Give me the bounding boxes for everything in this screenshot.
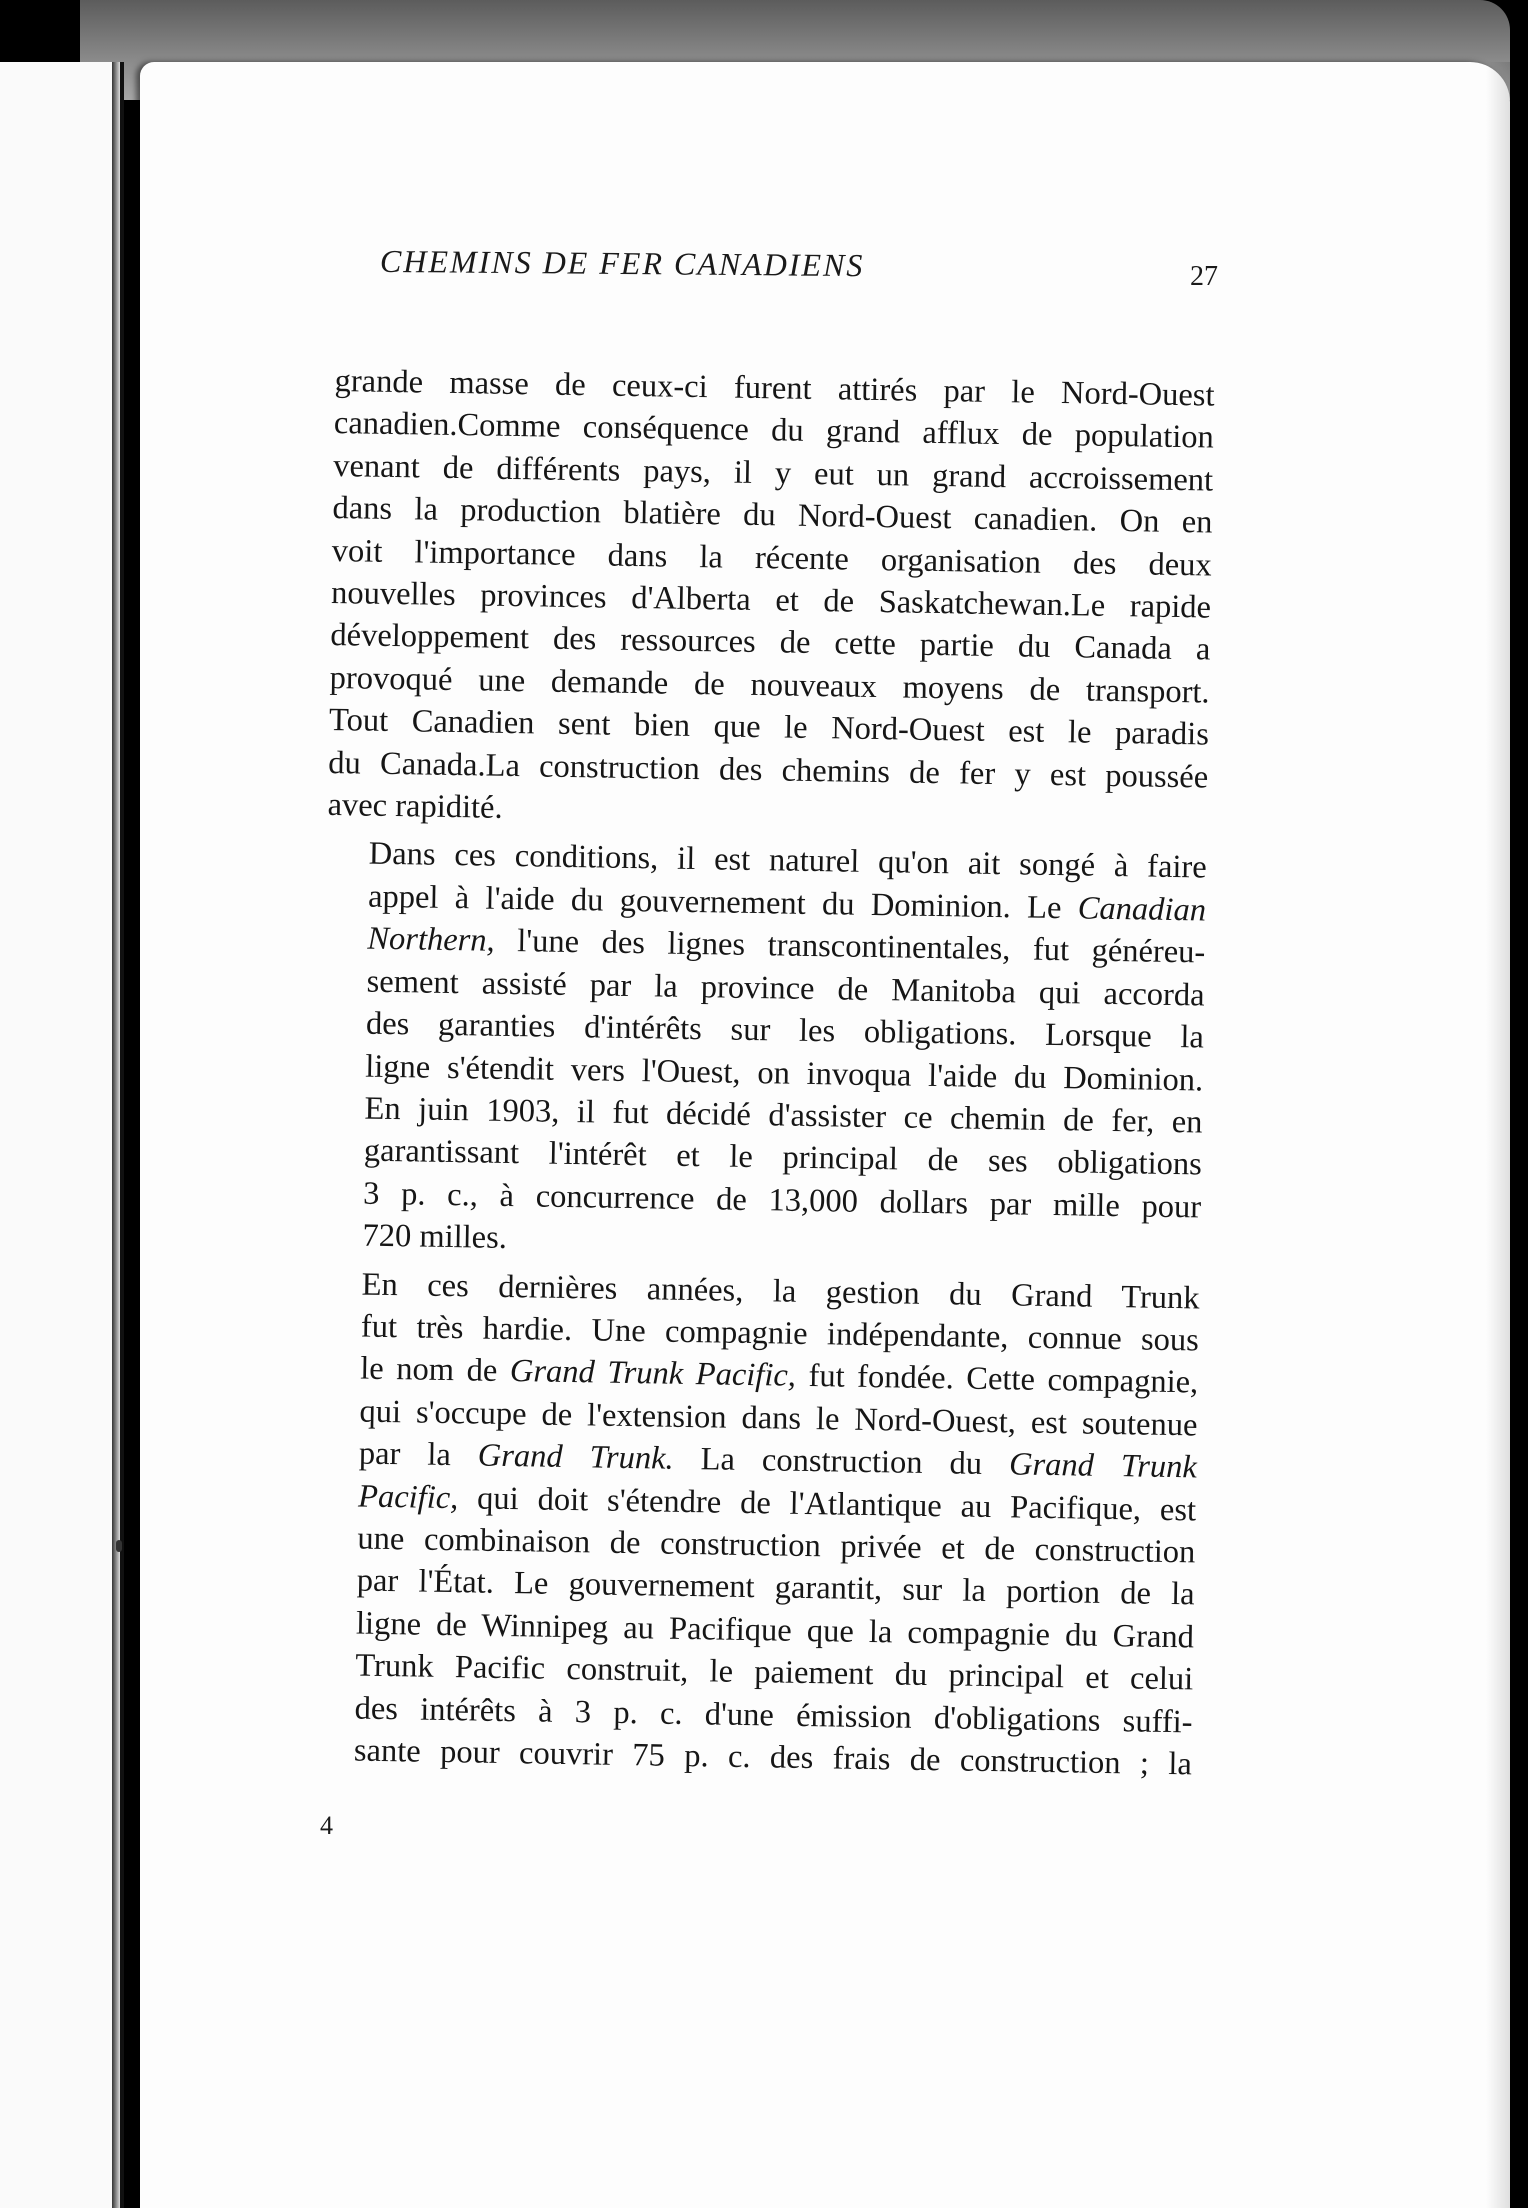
text-line: Tout Canadien sent bien que le Nord-Ouest est le paradis [328,702,1210,753]
italic-run: Pacific, [357,1478,459,1516]
text-line: du Canada.La construction des chemins de fer y est poussée [328,744,1209,796]
text-line: avec rapidité. [327,787,503,826]
text-line: des garanties d'intérêts sur les obligations. Lorsque la [365,1005,1205,1056]
signature-mark: 4 [320,1811,333,1840]
text-line: 720 milles. [362,1217,508,1257]
text-line: sante pour couvrir 75 p. c. des frais de construction ; la [353,1732,1193,1783]
text-line: 3 p. c., à concurrence de 13,000 dollars par mille pour [362,1175,1202,1226]
text-line: En juin 1903, il fut décidé d'assister ce chemin de fer, en [364,1090,1203,1141]
italic-run: Grand Trunk [1008,1446,1198,1486]
italic-run: Canadian [1077,890,1207,929]
text-run: l'une des lignes transcontinentales, fut généreu- [516,923,1206,971]
text-run: fut fondée. Cette compagnie, [808,1358,1199,1401]
italic-run: Grand Trunk. [477,1437,674,1477]
text-run: La construction du [700,1441,983,1483]
text-line: Trunk Pacific construit, le paiement du principal et celui [355,1647,1194,1698]
text-line: fut très hardie. Une compagnie indépendante, connue sous [360,1308,1200,1359]
text-line: des intérêts à 3 p. c. d'une émission d'obligations suffi- [354,1690,1193,1740]
text-line: venant de différents pays, il y eut un grand accroissement [332,447,1214,499]
facing-page-edge [0,62,124,2208]
text-line: voit l'importance dans la récente organisation des deux [331,532,1213,584]
text-line: dans la production blatière du Nord-Ouest canadien. On en [332,490,1213,541]
text-line: En ces dernières années, la gestion du Grand Trunk [361,1266,1200,1316]
page-number: 27 [1190,261,1218,292]
text-line: grande masse de ceux-ci furent attirés par le Nord-Ouest [334,362,1215,414]
text-line: une combinaison de construction privée et de construction [357,1520,1196,1571]
paragraph-2 [320,832,1207,1271]
text-run: par la [358,1435,452,1474]
text-line: nouvelles provinces d'Alberta et de Saskatchewan.Le rapide [330,575,1212,626]
text-line: ligne s'étendit vers l'Ouest, on invoqua l'aide du Dominion. [364,1048,1204,1098]
italic-run: Grand Trunk Pacific, [509,1353,797,1395]
running-title: CHEMINS DE FER CANADIENS [379,242,865,284]
running-head [379,242,1280,305]
text-run: qui doit s'étendre de l'Atlantique au Pacifique, est [476,1480,1197,1528]
body-text [312,360,1215,1786]
text-line: sement assisté par la province de Manitoba qui accorda [366,963,1205,1014]
text-line: ligne de Winnipeg au Pacifique que la compagnie du Grand [355,1605,1195,1656]
text-line: canadien.Comme conséquence du grand afflux de population [333,405,1215,456]
book-gutter [112,62,120,2208]
paragraph-3 [312,1262,1200,1785]
text-line: qui s'occupe de l'extension dans le Nord-Ouest, est soutenue [359,1393,1198,1444]
text-run: appel à l'aide du gouvernement du Dominion. Le [367,878,1062,926]
text-line: garantissant l'intérêt et le principal de ses obligations [363,1132,1203,1183]
paragraph-1 [327,360,1215,841]
text-line: Dans ces conditions, il est naturel qu'on ait songé à faire [368,836,1207,886]
page-shadow [1486,62,1510,2208]
text-run: le nom de [359,1350,498,1390]
italic-run: Northern, [367,920,495,960]
text-line: provoqué une demande de nouveaux moyens de transport. [329,659,1210,711]
text-line: développement des ressources de cette partie du Canada a [330,617,1211,668]
text-line: par l'État. Le gouvernement garantit, sur la portion de la [356,1562,1195,1613]
scan-speck [116,1540,122,1552]
